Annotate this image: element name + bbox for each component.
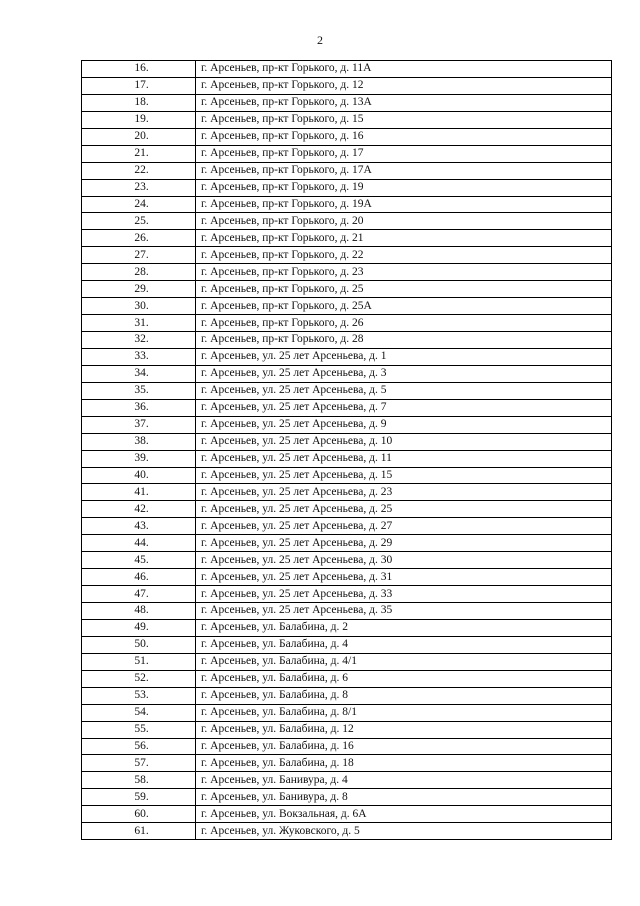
row-number-cell: 45. bbox=[82, 552, 196, 569]
row-number-cell: 56. bbox=[82, 738, 196, 755]
row-number-cell: 32. bbox=[82, 332, 196, 349]
row-number-cell: 55. bbox=[82, 721, 196, 738]
table-row bbox=[82, 501, 612, 518]
address-cell: г. Арсеньев, ул. 25 лет Арсеньева, д. 29 bbox=[196, 535, 612, 552]
table-row bbox=[82, 332, 612, 349]
row-number-cell: 52. bbox=[82, 670, 196, 687]
table-row bbox=[82, 264, 612, 281]
row-number-cell: 25. bbox=[82, 213, 196, 230]
address-cell: г. Арсеньев, пр-кт Горького, д. 17 bbox=[196, 145, 612, 162]
address-cell: г. Арсеньев, ул. Балабина, д. 4/1 bbox=[196, 653, 612, 670]
row-number-cell: 39. bbox=[82, 450, 196, 467]
row-number-cell: 22. bbox=[82, 162, 196, 179]
table-row bbox=[82, 450, 612, 467]
row-number-cell: 37. bbox=[82, 416, 196, 433]
address-cell: г. Арсеньев, пр-кт Горького, д. 11А bbox=[196, 61, 612, 78]
address-cell: г. Арсеньев, пр-кт Горького, д. 17А bbox=[196, 162, 612, 179]
row-number-cell: 54. bbox=[82, 704, 196, 721]
table-row bbox=[82, 755, 612, 772]
address-cell: г. Арсеньев, пр-кт Горького, д. 23 bbox=[196, 264, 612, 281]
row-number-cell: 17. bbox=[82, 77, 196, 94]
table-row bbox=[82, 687, 612, 704]
address-cell: г. Арсеньев, ул. 25 лет Арсеньева, д. 15 bbox=[196, 467, 612, 484]
address-cell: г. Арсеньев, пр-кт Горького, д. 25 bbox=[196, 281, 612, 298]
address-cell: г. Арсеньев, ул. 25 лет Арсеньева, д. 10 bbox=[196, 433, 612, 450]
table-row bbox=[82, 806, 612, 823]
address-cell: г. Арсеньев, ул. Балабина, д. 6 bbox=[196, 670, 612, 687]
address-cell: г. Арсеньев, ул. Банивура, д. 4 bbox=[196, 772, 612, 789]
row-number-cell: 53. bbox=[82, 687, 196, 704]
table-row bbox=[82, 636, 612, 653]
address-cell: г. Арсеньев, ул. 25 лет Арсеньева, д. 35 bbox=[196, 603, 612, 620]
address-cell: г. Арсеньев, пр-кт Горького, д. 15 bbox=[196, 111, 612, 128]
table-row bbox=[82, 789, 612, 806]
address-cell: г. Арсеньев, ул. Жуковского, д. 5 bbox=[196, 823, 612, 840]
row-number-cell: 43. bbox=[82, 518, 196, 535]
address-cell: г. Арсеньев, ул. 25 лет Арсеньева, д. 27 bbox=[196, 518, 612, 535]
row-number-cell: 30. bbox=[82, 298, 196, 315]
address-cell: г. Арсеньев, пр-кт Горького, д. 22 bbox=[196, 247, 612, 264]
address-table bbox=[81, 60, 612, 840]
table-row bbox=[82, 670, 612, 687]
row-number-cell: 31. bbox=[82, 315, 196, 332]
row-number-cell: 51. bbox=[82, 653, 196, 670]
table-row bbox=[82, 77, 612, 94]
table-row bbox=[82, 721, 612, 738]
table-row bbox=[82, 518, 612, 535]
row-number-cell: 49. bbox=[82, 619, 196, 636]
address-cell: г. Арсеньев, ул. Балабина, д. 2 bbox=[196, 619, 612, 636]
address-cell: г. Арсеньев, пр-кт Горького, д. 25А bbox=[196, 298, 612, 315]
row-number-cell: 42. bbox=[82, 501, 196, 518]
row-number-cell: 20. bbox=[82, 128, 196, 145]
table-row bbox=[82, 230, 612, 247]
table-row bbox=[82, 484, 612, 501]
row-number-cell: 44. bbox=[82, 535, 196, 552]
row-number-cell: 50. bbox=[82, 636, 196, 653]
row-number-cell: 58. bbox=[82, 772, 196, 789]
table-row bbox=[82, 281, 612, 298]
address-cell: г. Арсеньев, ул. Вокзальная, д. 6А bbox=[196, 806, 612, 823]
row-number-cell: 35. bbox=[82, 382, 196, 399]
row-number-cell: 16. bbox=[82, 61, 196, 78]
address-table-body bbox=[82, 61, 612, 840]
address-cell: г. Арсеньев, ул. 25 лет Арсеньева, д. 11 bbox=[196, 450, 612, 467]
address-cell: г. Арсеньев, ул. Балабина, д. 18 bbox=[196, 755, 612, 772]
address-cell: г. Арсеньев, ул. Балабина, д. 8 bbox=[196, 687, 612, 704]
address-cell: г. Арсеньев, ул. Балабина, д. 8/1 bbox=[196, 704, 612, 721]
table-row bbox=[82, 247, 612, 264]
address-cell: г. Арсеньев, ул. 25 лет Арсеньева, д. 31 bbox=[196, 569, 612, 586]
table-row bbox=[82, 145, 612, 162]
table-row bbox=[82, 315, 612, 332]
address-cell: г. Арсеньев, ул. 25 лет Арсеньева, д. 7 bbox=[196, 399, 612, 416]
row-number-cell: 48. bbox=[82, 603, 196, 620]
table-row bbox=[82, 653, 612, 670]
table-row bbox=[82, 704, 612, 721]
address-cell: г. Арсеньев, ул. 25 лет Арсеньева, д. 5 bbox=[196, 382, 612, 399]
table-row bbox=[82, 535, 612, 552]
row-number-cell: 27. bbox=[82, 247, 196, 264]
page-number: 2 bbox=[317, 33, 323, 47]
address-cell: г. Арсеньев, пр-кт Горького, д. 21 bbox=[196, 230, 612, 247]
address-cell: г. Арсеньев, ул. 25 лет Арсеньева, д. 9 bbox=[196, 416, 612, 433]
table-row bbox=[82, 619, 612, 636]
row-number-cell: 59. bbox=[82, 789, 196, 806]
row-number-cell: 34. bbox=[82, 365, 196, 382]
table-row bbox=[82, 162, 612, 179]
table-row bbox=[82, 467, 612, 484]
address-cell: г. Арсеньев, ул. 25 лет Арсеньева, д. 25 bbox=[196, 501, 612, 518]
row-number-cell: 26. bbox=[82, 230, 196, 247]
row-number-cell: 23. bbox=[82, 179, 196, 196]
address-cell: г. Арсеньев, ул. 25 лет Арсеньева, д. 33 bbox=[196, 586, 612, 603]
address-cell: г. Арсеньев, ул. Балабина, д. 12 bbox=[196, 721, 612, 738]
address-cell: г. Арсеньев, пр-кт Горького, д. 19 bbox=[196, 179, 612, 196]
address-cell: г. Арсеньев, пр-кт Горького, д. 26 bbox=[196, 315, 612, 332]
table-row bbox=[82, 196, 612, 213]
row-number-cell: 38. bbox=[82, 433, 196, 450]
table-row bbox=[82, 365, 612, 382]
table-row bbox=[82, 94, 612, 111]
row-number-cell: 41. bbox=[82, 484, 196, 501]
table-row bbox=[82, 823, 612, 840]
row-number-cell: 46. bbox=[82, 569, 196, 586]
address-cell: г. Арсеньев, ул. 25 лет Арсеньева, д. 23 bbox=[196, 484, 612, 501]
table-row bbox=[82, 61, 612, 78]
table-row bbox=[82, 382, 612, 399]
address-cell: г. Арсеньев, пр-кт Горького, д. 16 bbox=[196, 128, 612, 145]
address-cell: г. Арсеньев, ул. 25 лет Арсеньева, д. 1 bbox=[196, 348, 612, 365]
table-row bbox=[82, 348, 612, 365]
table-row bbox=[82, 433, 612, 450]
address-cell: г. Арсеньев, пр-кт Горького, д. 20 bbox=[196, 213, 612, 230]
address-cell: г. Арсеньев, ул. 25 лет Арсеньева, д. 30 bbox=[196, 552, 612, 569]
row-number-cell: 19. bbox=[82, 111, 196, 128]
row-number-cell: 33. bbox=[82, 348, 196, 365]
row-number-cell: 24. bbox=[82, 196, 196, 213]
table-row bbox=[82, 111, 612, 128]
table-row bbox=[82, 586, 612, 603]
table-row bbox=[82, 738, 612, 755]
address-cell: г. Арсеньев, пр-кт Горького, д. 13А bbox=[196, 94, 612, 111]
address-cell: г. Арсеньев, пр-кт Горького, д. 19А bbox=[196, 196, 612, 213]
row-number-cell: 40. bbox=[82, 467, 196, 484]
address-cell: г. Арсеньев, ул. Балабина, д. 16 bbox=[196, 738, 612, 755]
table-row bbox=[82, 772, 612, 789]
table-row bbox=[82, 298, 612, 315]
row-number-cell: 18. bbox=[82, 94, 196, 111]
row-number-cell: 28. bbox=[82, 264, 196, 281]
table-row bbox=[82, 552, 612, 569]
row-number-cell: 57. bbox=[82, 755, 196, 772]
table-row bbox=[82, 603, 612, 620]
address-cell: г. Арсеньев, пр-кт Горького, д. 12 bbox=[196, 77, 612, 94]
address-cell: г. Арсеньев, пр-кт Горького, д. 28 bbox=[196, 332, 612, 349]
row-number-cell: 61. bbox=[82, 823, 196, 840]
row-number-cell: 47. bbox=[82, 586, 196, 603]
table-row bbox=[82, 569, 612, 586]
table-row bbox=[82, 416, 612, 433]
address-cell: г. Арсеньев, ул. 25 лет Арсеньева, д. 3 bbox=[196, 365, 612, 382]
row-number-cell: 60. bbox=[82, 806, 196, 823]
table-row bbox=[82, 399, 612, 416]
address-cell: г. Арсеньев, ул. Банивура, д. 8 bbox=[196, 789, 612, 806]
table-row bbox=[82, 213, 612, 230]
row-number-cell: 21. bbox=[82, 145, 196, 162]
table-row bbox=[82, 128, 612, 145]
address-cell: г. Арсеньев, ул. Балабина, д. 4 bbox=[196, 636, 612, 653]
row-number-cell: 29. bbox=[82, 281, 196, 298]
row-number-cell: 36. bbox=[82, 399, 196, 416]
table-row bbox=[82, 179, 612, 196]
